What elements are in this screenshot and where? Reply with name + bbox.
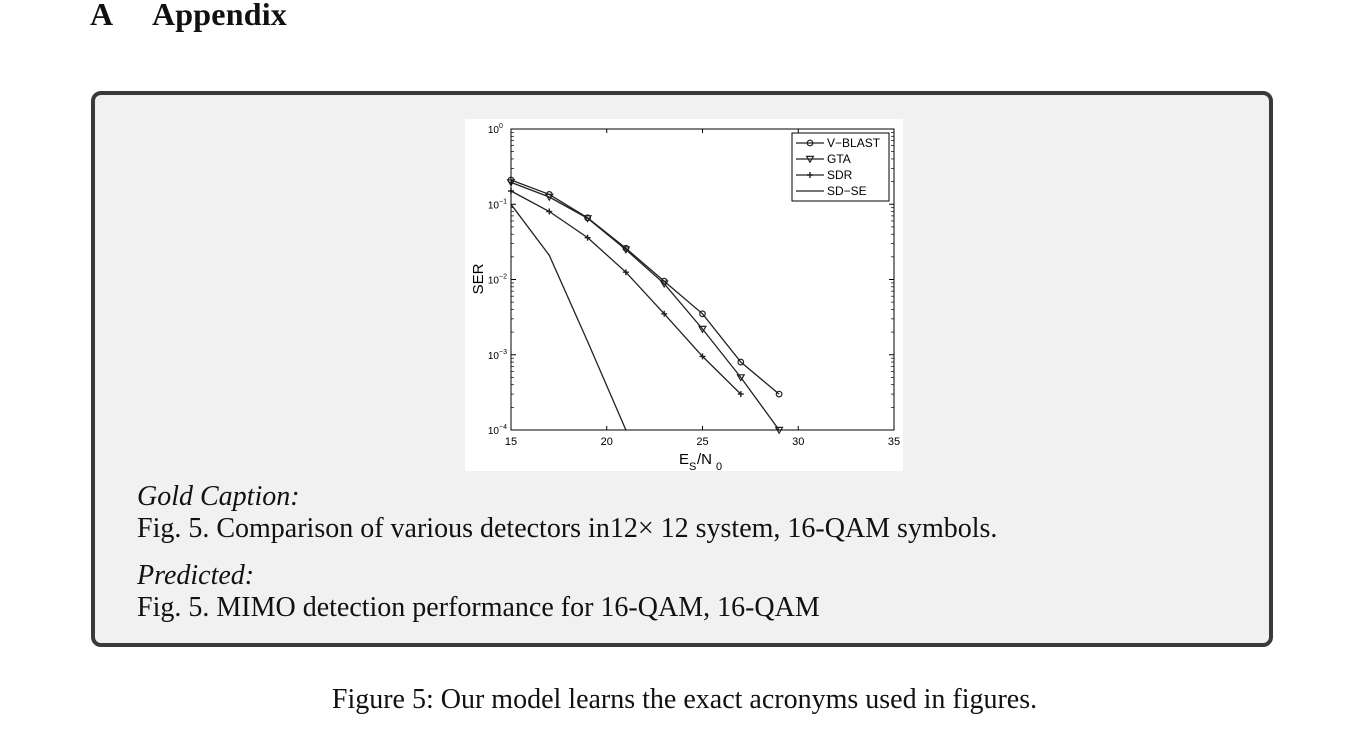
x-axis-label-n: /N <box>697 451 712 468</box>
figure-caption: Figure 5: Our model learns the exact acronyms used in figures. <box>331 684 1038 715</box>
figure-panel <box>91 91 1273 647</box>
legend-label: V−BLAST <box>827 136 881 150</box>
y-tick-exponent: 0 <box>499 123 503 130</box>
y-tick-label: 10 <box>487 125 499 136</box>
y-tick-label: 10 <box>487 426 499 437</box>
x-tick-label: 15 <box>504 436 518 448</box>
y-tick-label: 10 <box>487 350 499 362</box>
gold-caption-label: Gold Caption: <box>137 481 300 512</box>
y-tick-exponent: −1 <box>499 198 507 206</box>
predicted-caption <box>137 560 820 624</box>
x-axis-label-e: E <box>679 451 690 468</box>
chart-svg <box>465 119 903 471</box>
gold-caption <box>137 481 997 545</box>
section-number: A <box>90 0 114 32</box>
section-title: Appendix <box>152 0 287 32</box>
y-tick-exponent: −3 <box>499 348 507 356</box>
gold-caption-text: Fig. 5. Comparison of various detectors in12× 12 system, 16-QAM symbols. <box>137 513 998 544</box>
x-tick-label: 35 <box>887 436 901 448</box>
legend-label: GTA <box>827 152 851 166</box>
y-tick-exponent: −2 <box>499 273 507 281</box>
x-axis-label-sub-0: 0 <box>716 461 723 471</box>
series-sd-se <box>511 204 626 430</box>
y-axis-label: SER <box>470 263 487 295</box>
x-axis-label-sub-s: S <box>689 461 697 471</box>
x-tick-label: 20 <box>600 436 613 448</box>
predicted-caption-label: Predicted: <box>137 560 255 591</box>
y-tick-exponent: −4 <box>499 424 507 431</box>
legend-label: SD−SE <box>827 184 867 198</box>
series-line <box>511 191 741 394</box>
legend-label: SDR <box>827 168 853 182</box>
x-axis-label <box>679 451 722 471</box>
y-tick-label: 10 <box>487 275 499 287</box>
series-sdr <box>508 188 744 397</box>
y-tick-label: 10 <box>487 200 499 212</box>
ser-chart <box>465 119 903 471</box>
section-heading <box>90 0 287 33</box>
series-line <box>511 204 626 430</box>
x-tick-label: 30 <box>792 436 805 448</box>
x-tick-label: 25 <box>696 436 709 448</box>
predicted-caption-text: Fig. 5. MIMO detection performance for 16-QAM, 16-QAM <box>137 592 820 623</box>
